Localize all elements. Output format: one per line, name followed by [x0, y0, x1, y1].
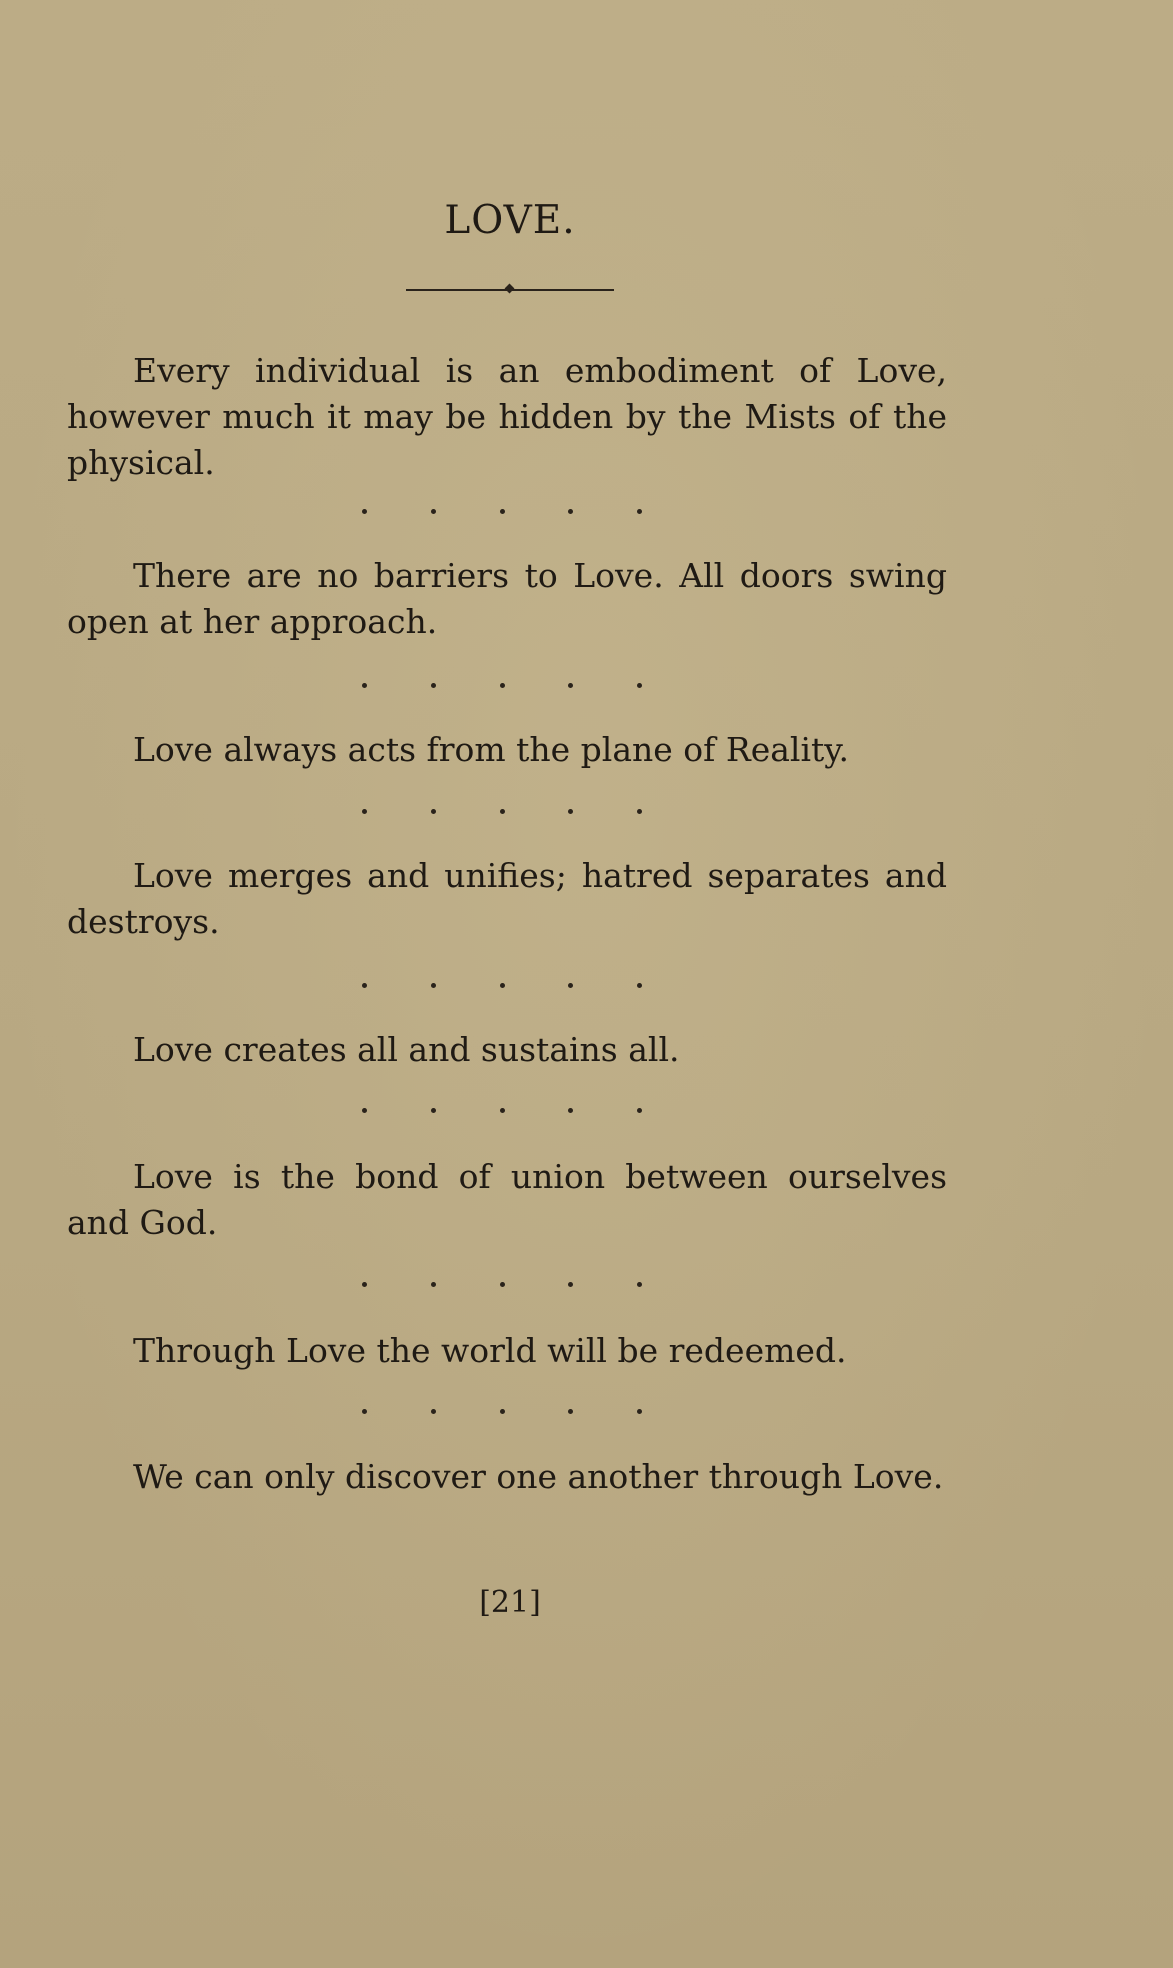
dot-separator — [362, 809, 642, 815]
page-number: [21] — [479, 1585, 541, 1620]
dot-icon — [362, 1282, 367, 1287]
dot-separator — [362, 1409, 642, 1415]
dot-icon — [637, 509, 642, 514]
dot-icon — [568, 1108, 573, 1113]
dot-icon — [637, 1108, 642, 1113]
dot-icon — [431, 509, 436, 514]
dot-icon — [500, 1409, 505, 1414]
title-ornament-divider — [406, 288, 614, 292]
dot-icon — [500, 1108, 505, 1113]
dot-icon — [500, 683, 505, 688]
paragraph-discover: We can only discover one another through Love. — [133, 1457, 944, 1496]
dot-icon — [431, 1282, 436, 1287]
dot-separator — [362, 683, 642, 689]
paragraph-reality: Love always acts from the plane of Reality. — [133, 730, 850, 769]
dot-icon — [362, 1108, 367, 1113]
dot-icon — [568, 1409, 573, 1414]
dot-icon — [500, 983, 505, 988]
dot-separator — [362, 983, 642, 989]
dot-separator — [362, 1282, 642, 1288]
dot-icon — [362, 1409, 367, 1414]
dot-icon — [362, 683, 367, 688]
dot-icon — [637, 809, 642, 814]
dot-icon — [637, 683, 642, 688]
paragraph-bond: Love is the bond of union between ourselves and God. — [67, 1157, 947, 1242]
dot-icon — [431, 809, 436, 814]
dot-icon — [362, 809, 367, 814]
dot-icon — [362, 509, 367, 514]
dot-icon — [431, 983, 436, 988]
page-title: LOVE. — [444, 198, 576, 243]
dot-icon — [568, 509, 573, 514]
dot-icon — [431, 683, 436, 688]
paragraph-merges: Love merges and unifies; hatred separates and destroys. — [67, 856, 947, 941]
dot-icon — [637, 983, 642, 988]
dot-separator — [362, 1108, 642, 1114]
dot-icon — [568, 1282, 573, 1287]
dot-icon — [568, 809, 573, 814]
dot-icon — [500, 509, 505, 514]
dot-icon — [500, 1282, 505, 1287]
dot-icon — [362, 983, 367, 988]
dot-icon — [637, 1282, 642, 1287]
diamond-icon — [505, 284, 515, 294]
dot-icon — [568, 683, 573, 688]
paragraph-embodiment: Every individual is an embodiment of Love, however much it may be hidden by the Mists of the physical. — [67, 351, 947, 482]
dot-separator — [362, 509, 642, 515]
dot-icon — [431, 1108, 436, 1113]
dot-icon — [500, 809, 505, 814]
paragraph-barriers: There are no barriers to Love. All doors swing open at her approach. — [67, 556, 947, 641]
paragraph-creates: Love creates all and sustains all. — [133, 1030, 680, 1069]
dot-icon — [637, 1409, 642, 1414]
dot-icon — [568, 983, 573, 988]
dot-icon — [431, 1409, 436, 1414]
paragraph-redeemed: Through Love the world will be redeemed. — [133, 1331, 847, 1370]
